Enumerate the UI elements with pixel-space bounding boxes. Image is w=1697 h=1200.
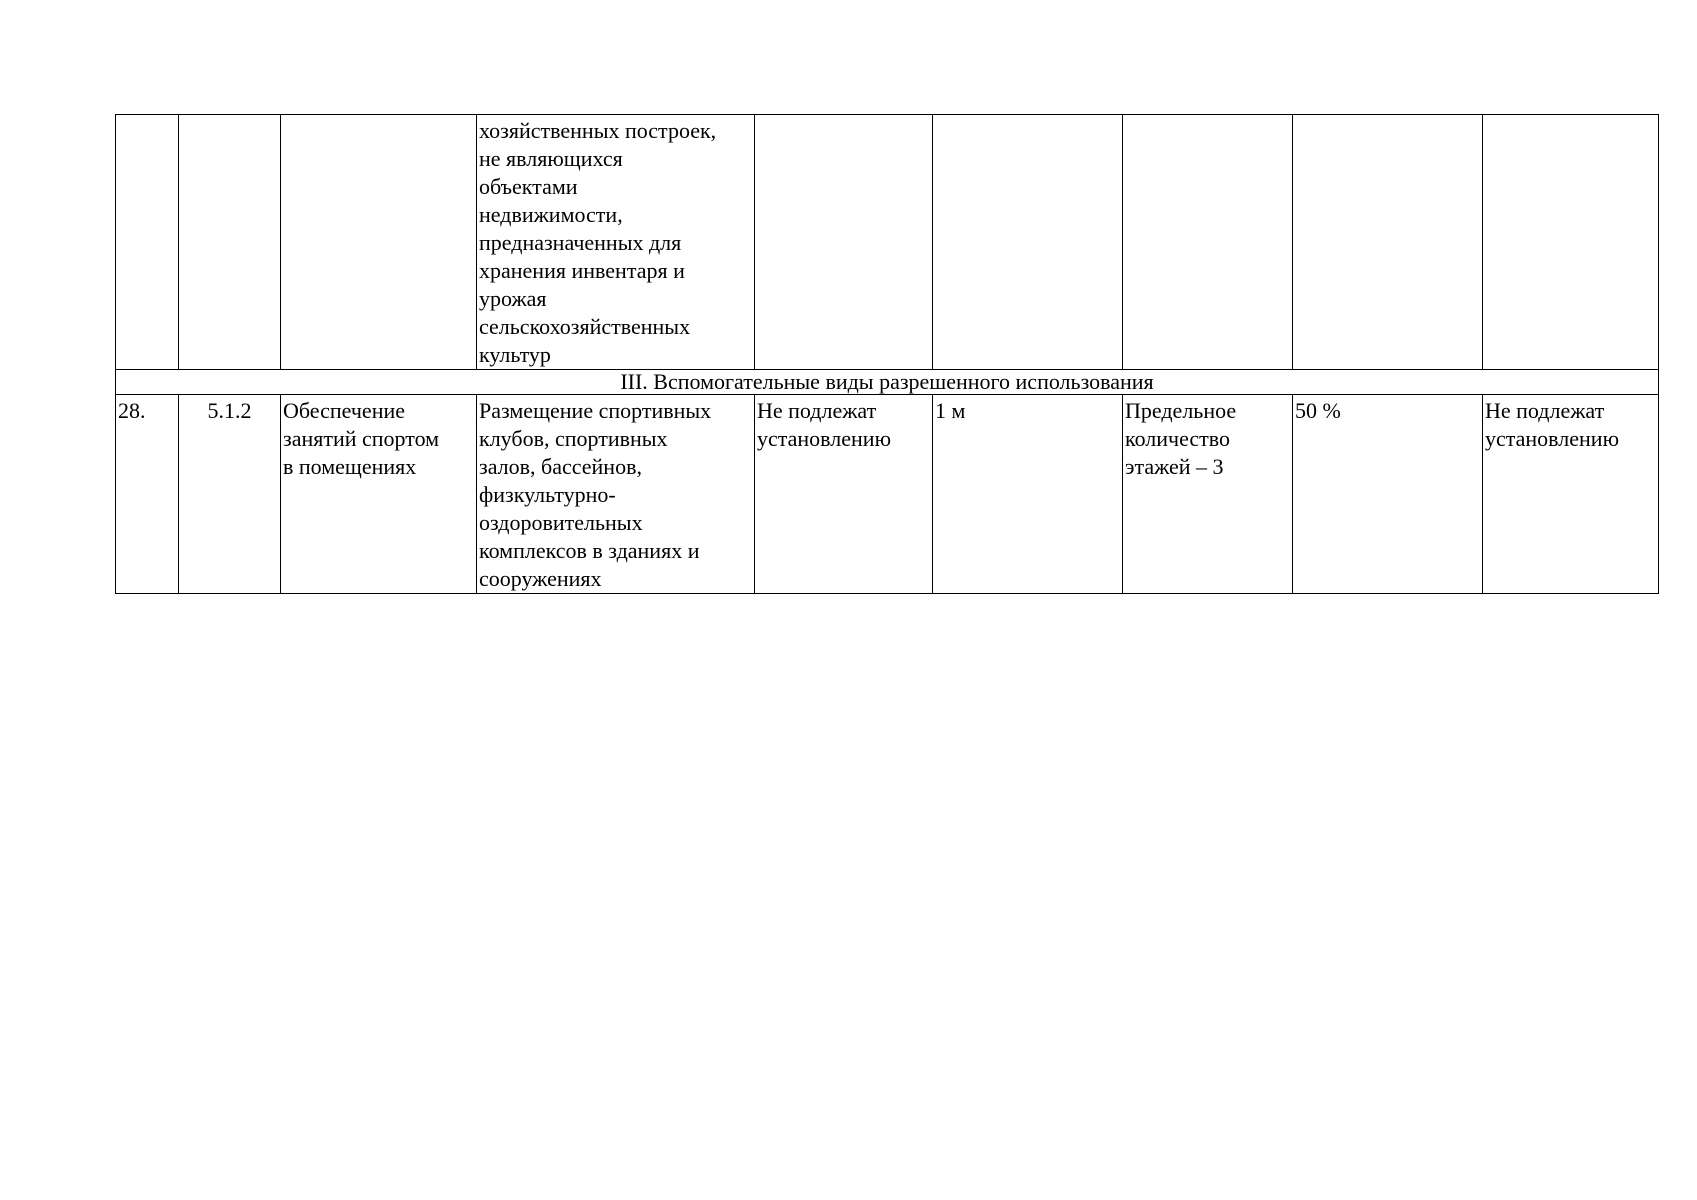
name-line: Обеспечение [283,398,405,423]
description-line: Размещение спортивных [479,398,712,423]
description-line: сельскохозяйственных [479,314,691,339]
cell-other [1483,395,1659,594]
description-line: хозяйственных построек, [479,118,717,143]
description-line: культур [479,342,551,367]
floors-line: количество [1125,426,1231,451]
cell-description [477,395,755,594]
cell-code [179,115,281,370]
description-line: клубов, спортивных [479,426,668,451]
description-line: объектами [479,174,578,199]
description-line: залов, бассейнов, [479,454,642,479]
description-line: недвижимости, [479,202,623,227]
cell-floors [1123,115,1293,370]
cell-other [1483,115,1659,370]
description-line: сооружениях [479,566,602,591]
plot-size-line: установлению [757,426,892,451]
cell-coverage [1293,115,1483,370]
cell-name [281,115,477,370]
description-line: комплексов в зданиях и [479,538,700,563]
cell-description [477,115,755,370]
table-row-continuation [116,115,1659,370]
cell-coverage: 50 % [1293,395,1483,594]
other-line: установлению [1485,426,1620,451]
name-line: занятий спортом [283,426,440,451]
cell-number: 28. [116,395,179,594]
cell-floors [1123,395,1293,594]
floors-line: Предельное [1125,398,1237,423]
cell-setback: 1 м [933,395,1123,594]
description-line: оздоровительных [479,510,643,535]
other-line: Не подлежат [1485,398,1605,423]
description-line: физкультурно- [479,482,616,507]
cell-plot-size [755,395,933,594]
description-line: хранения инвентаря и [479,258,685,283]
cell-code: 5.1.2 [179,395,281,594]
description-line: не являющихся [479,146,623,171]
description-line: предназначенных для [479,230,682,255]
cell-setback [933,115,1123,370]
plot-size-line: Не подлежат [757,398,877,423]
floors-line: этажей – 3 [1125,454,1224,479]
regulations-table [115,114,1659,594]
cell-number [116,115,179,370]
name-line: в помещениях [283,454,417,479]
section-header-row [116,370,1659,395]
cell-name [281,395,477,594]
table-row [116,395,1659,594]
section-title: III. Вспомогательные виды разрешенного использования [116,370,1659,395]
description-line: урожая [479,286,547,311]
cell-plot-size [755,115,933,370]
